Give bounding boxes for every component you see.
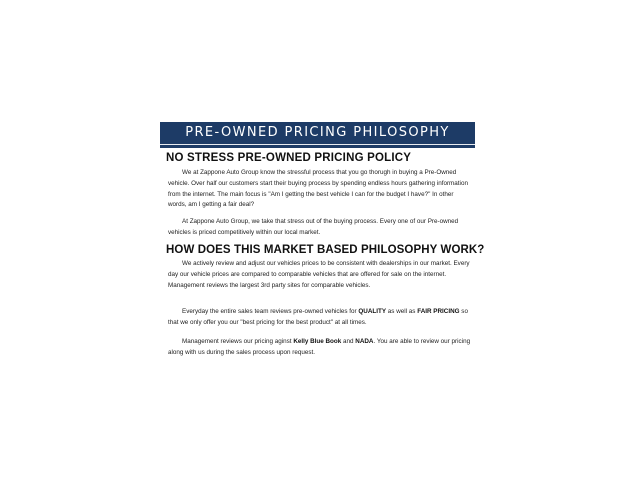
- section-heading-how-it-works: HOW DOES THIS MARKET BASED PHILOSOPHY WORK?: [166, 244, 485, 256]
- kelly-blue-book-emphasis: Kelly Blue Book: [293, 338, 342, 345]
- quality-text-pre: Everyday the entire sales team reviews pre-owned vehicles for: [182, 308, 359, 315]
- price-guides-text-mid: and: [341, 338, 356, 345]
- fair-pricing-emphasis: FAIR PRICING: [417, 308, 460, 315]
- section-heading-no-stress: NO STRESS PRE-OWNED PRICING POLICY: [166, 152, 412, 164]
- paragraph-stress-free-text: At Zappone Auto Group, we take that stress out of the buying process. Every one of our Pre-owned vehicles is priced competitively within our local market.: [168, 218, 459, 236]
- pricing-philosophy-document: [160, 120, 485, 375]
- quality-text-post: so that we only offer you our "best pricing for the best product" at all times.: [168, 308, 468, 326]
- paragraph-market-review-text: We actively review and adjust our vehicles prices to be consistent with dealerships in our market. Every day our vehicle prices are compared to comparable vehicles that are offered for sale on the internet. Management reviews the largest 3rd party sites for comparable vehicles.: [168, 260, 470, 289]
- quality-text-mid: as well as: [386, 308, 418, 315]
- paragraph-intro: [168, 168, 473, 211]
- title-banner: [160, 122, 475, 148]
- banner-title: PRE-OWNED PRICING PHILOSOPHY: [185, 125, 450, 140]
- quality-emphasis: QUALITY: [358, 308, 387, 315]
- banner-divider: [160, 144, 475, 145]
- price-guides-text-pre: Management reviews our pricing aginst: [182, 338, 294, 345]
- paragraph-quality-pricing: [168, 307, 473, 329]
- paragraph-price-guides: [168, 337, 473, 359]
- price-guides-text-post: . You are able to review our pricing along with us during the sales process upon request.: [168, 338, 471, 356]
- nada-emphasis: NADA: [355, 338, 374, 345]
- paragraph-market-review: [168, 259, 473, 291]
- paragraph-stress-free: [168, 217, 473, 239]
- paragraph-intro-text: We at Zappone Auto Group know the stressful process that you go thorugh in buying a Pre-Owned vehicle. Over half our customers start their buying process by spending endless hours gathering information from the internet. The main focus is "Am I getting the best vehicle I can for the budget I have?" In other words, am I getting a fair deal?: [168, 169, 468, 209]
